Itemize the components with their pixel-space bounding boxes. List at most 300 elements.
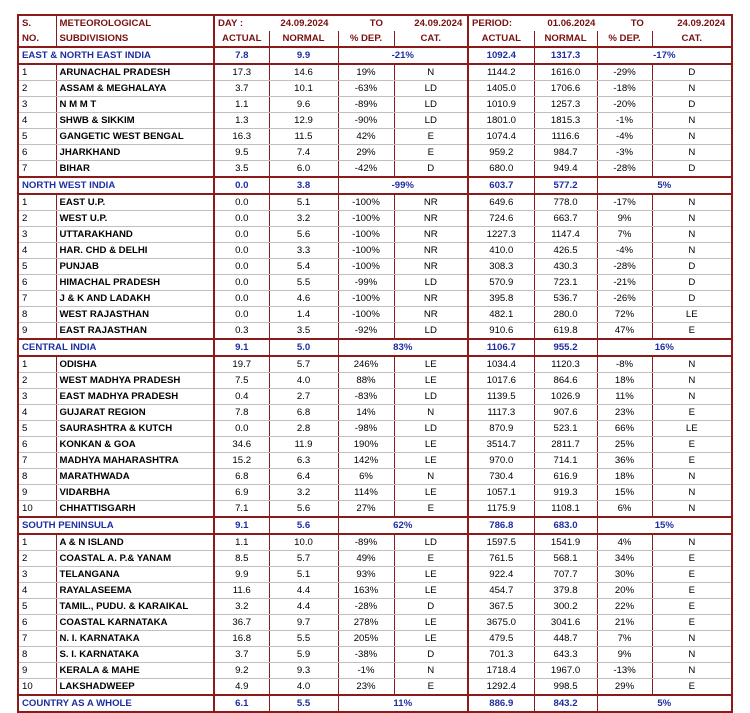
period-normal: 300.2 <box>534 599 597 615</box>
day-dep: -100% <box>338 291 394 307</box>
period-to-label: TO <box>630 17 644 29</box>
subdivision-row <box>18 356 732 373</box>
day-actual: 36.7 <box>214 615 269 631</box>
day-dep: 190% <box>338 437 394 453</box>
period-cat: E <box>652 583 732 599</box>
sn: 8 <box>18 469 56 485</box>
day-range-header <box>214 15 468 31</box>
region-day-normal: 5.0 <box>269 339 338 356</box>
period-normal: 907.6 <box>534 405 597 421</box>
day-actual: 0.0 <box>214 259 269 275</box>
period-actual: 922.4 <box>468 567 534 583</box>
period-normal: 1967.0 <box>534 663 597 679</box>
day-normal: 5.5 <box>269 631 338 647</box>
day-actual: 3.7 <box>214 81 269 97</box>
period-normal: 1116.6 <box>534 129 597 145</box>
day-cat: LE <box>394 437 468 453</box>
region-day-actual: 7.8 <box>214 47 269 64</box>
sn: 1 <box>18 194 56 211</box>
subdivision-name: N M M T <box>56 97 214 113</box>
region-day-dep: -21% <box>338 47 468 64</box>
day-normal: 9.6 <box>269 97 338 113</box>
period-dep: 9% <box>597 647 652 663</box>
period-cat: E <box>652 437 732 453</box>
col-day-cat: CAT. <box>394 31 468 47</box>
subdivision-name: EAST MADHYA PRADESH <box>56 389 214 405</box>
period-actual: 479.5 <box>468 631 534 647</box>
period-cat: D <box>652 259 732 275</box>
period-to-date: 24.09.2024 <box>677 17 726 29</box>
sn: 7 <box>18 631 56 647</box>
period-dep: 29% <box>597 679 652 696</box>
period-actual: 367.5 <box>468 599 534 615</box>
period-dep: 4% <box>597 534 652 551</box>
region-period-dep: 15% <box>597 517 732 534</box>
subdivision-row <box>18 145 732 161</box>
period-cat: LE <box>652 421 732 437</box>
period-normal: 536.7 <box>534 291 597 307</box>
period-dep: 7% <box>597 227 652 243</box>
day-dep: 205% <box>338 631 394 647</box>
period-dep: -20% <box>597 97 652 113</box>
subdivision-name: A & N ISLAND <box>56 534 214 551</box>
period-normal: 778.0 <box>534 194 597 211</box>
period-cat: N <box>652 534 732 551</box>
period-normal: 523.1 <box>534 421 597 437</box>
period-dep: 25% <box>597 437 652 453</box>
rainfall-table-sheet <box>17 14 731 713</box>
day-label: DAY : <box>218 17 244 29</box>
period-normal: 426.5 <box>534 243 597 259</box>
period-actual: 1718.4 <box>468 663 534 679</box>
period-normal: 1541.9 <box>534 534 597 551</box>
period-dep: 36% <box>597 453 652 469</box>
day-normal: 2.7 <box>269 389 338 405</box>
day-cat: LE <box>394 373 468 389</box>
sn: 1 <box>18 64 56 81</box>
day-actual: 16.8 <box>214 631 269 647</box>
rainfall-table <box>17 14 733 713</box>
period-cat: E <box>652 615 732 631</box>
day-actual: 7.5 <box>214 373 269 389</box>
region-row <box>18 339 732 356</box>
period-normal: 1120.3 <box>534 356 597 373</box>
day-dep: -90% <box>338 113 394 129</box>
period-cat: N <box>652 81 732 97</box>
period-dep: -28% <box>597 259 652 275</box>
sn: 9 <box>18 323 56 340</box>
day-cat: E <box>394 551 468 567</box>
period-cat: N <box>652 129 732 145</box>
subdivision-row <box>18 373 732 389</box>
day-normal: 5.7 <box>269 551 338 567</box>
period-actual: 3675.0 <box>468 615 534 631</box>
day-actual: 3.2 <box>214 599 269 615</box>
period-actual: 701.3 <box>468 647 534 663</box>
region-period-normal: 683.0 <box>534 517 597 534</box>
country-day-normal: 5.5 <box>269 695 338 712</box>
subdivision-row <box>18 405 732 421</box>
period-dep: 11% <box>597 389 652 405</box>
subdivision-row <box>18 534 732 551</box>
region-period-normal: 577.2 <box>534 177 597 194</box>
period-normal: 448.7 <box>534 631 597 647</box>
sn-header: S. <box>18 15 56 31</box>
col-day-actual: ACTUAL <box>214 31 269 47</box>
period-normal: 1815.3 <box>534 113 597 129</box>
subdivision-row <box>18 485 732 501</box>
subdivision-name: HAR. CHD & DELHI <box>56 243 214 259</box>
period-actual: 910.6 <box>468 323 534 340</box>
period-normal: 1108.1 <box>534 501 597 518</box>
day-actual: 0.0 <box>214 307 269 323</box>
period-cat: D <box>652 275 732 291</box>
day-actual: 0.0 <box>214 227 269 243</box>
subdivision-name: BIHAR <box>56 161 214 178</box>
sn: 6 <box>18 275 56 291</box>
period-actual: 1144.2 <box>468 64 534 81</box>
sn: 4 <box>18 583 56 599</box>
day-cat: N <box>394 663 468 679</box>
period-actual: 1017.6 <box>468 373 534 389</box>
period-normal: 2811.7 <box>534 437 597 453</box>
period-actual: 761.5 <box>468 551 534 567</box>
day-cat: NR <box>394 259 468 275</box>
day-dep: 114% <box>338 485 394 501</box>
region-day-dep: 62% <box>338 517 468 534</box>
subdivision-row <box>18 97 732 113</box>
period-actual: 1117.3 <box>468 405 534 421</box>
day-normal: 5.7 <box>269 356 338 373</box>
period-dep: -21% <box>597 275 652 291</box>
sn: 10 <box>18 679 56 696</box>
period-cat: N <box>652 145 732 161</box>
region-period-normal: 955.2 <box>534 339 597 356</box>
region-row <box>18 517 732 534</box>
period-normal: 3041.6 <box>534 615 597 631</box>
period-dep: 47% <box>597 323 652 340</box>
day-cat: D <box>394 647 468 663</box>
subdivision-row <box>18 615 732 631</box>
day-dep: -89% <box>338 534 394 551</box>
day-cat: LD <box>394 81 468 97</box>
day-normal: 2.8 <box>269 421 338 437</box>
period-normal: 568.1 <box>534 551 597 567</box>
country-period-actual: 886.9 <box>468 695 534 712</box>
day-dep: -98% <box>338 421 394 437</box>
period-dep: -4% <box>597 129 652 145</box>
period-dep: -3% <box>597 145 652 161</box>
day-normal: 3.3 <box>269 243 338 259</box>
day-cat: LD <box>394 534 468 551</box>
subdivision-name: RAYALASEEMA <box>56 583 214 599</box>
day-normal: 10.0 <box>269 534 338 551</box>
period-cat: N <box>652 469 732 485</box>
day-dep: -99% <box>338 275 394 291</box>
sn-header-2: NO. <box>18 31 56 47</box>
day-actual: 3.7 <box>214 647 269 663</box>
subdivision-name: PUNJAB <box>56 259 214 275</box>
period-actual: 1801.0 <box>468 113 534 129</box>
day-normal: 10.1 <box>269 81 338 97</box>
day-actual: 0.0 <box>214 243 269 259</box>
subdivision-name: TELANGANA <box>56 567 214 583</box>
day-dep: 49% <box>338 551 394 567</box>
day-cat: LE <box>394 615 468 631</box>
day-actual: 0.0 <box>214 211 269 227</box>
period-dep: -29% <box>597 64 652 81</box>
subdivision-row <box>18 679 732 696</box>
sn: 10 <box>18 501 56 518</box>
day-dep: 14% <box>338 405 394 421</box>
subdivision-name: N. I. KARNATAKA <box>56 631 214 647</box>
period-normal: 619.8 <box>534 323 597 340</box>
col-day-normal: NORMAL <box>269 31 338 47</box>
day-actual: 1.3 <box>214 113 269 129</box>
day-actual: 11.6 <box>214 583 269 599</box>
region-period-normal: 1317.3 <box>534 47 597 64</box>
period-normal: 998.5 <box>534 679 597 696</box>
sn: 3 <box>18 567 56 583</box>
sn: 8 <box>18 647 56 663</box>
sn: 1 <box>18 356 56 373</box>
day-actual: 1.1 <box>214 97 269 113</box>
period-cat: D <box>652 291 732 307</box>
sn: 2 <box>18 551 56 567</box>
day-cat: LE <box>394 567 468 583</box>
day-actual: 0.0 <box>214 291 269 307</box>
subdivision-name: SHWB & SIKKIM <box>56 113 214 129</box>
subdivision-row <box>18 663 732 679</box>
day-normal: 12.9 <box>269 113 338 129</box>
day-dep: -63% <box>338 81 394 97</box>
day-normal: 1.4 <box>269 307 338 323</box>
day-normal: 5.9 <box>269 647 338 663</box>
day-cat: E <box>394 145 468 161</box>
period-actual: 870.9 <box>468 421 534 437</box>
period-dep: 18% <box>597 469 652 485</box>
period-actual: 308.3 <box>468 259 534 275</box>
day-actual: 6.8 <box>214 469 269 485</box>
subdivision-name: MADHYA MAHARASHTRA <box>56 453 214 469</box>
period-normal: 1257.3 <box>534 97 597 113</box>
subdivision-row <box>18 647 732 663</box>
period-dep: -4% <box>597 243 652 259</box>
period-dep: 20% <box>597 583 652 599</box>
region-row <box>18 177 732 194</box>
day-cat: LE <box>394 356 468 373</box>
day-actual: 3.5 <box>214 161 269 178</box>
subdivision-name: SAURASHTRA & KUTCH <box>56 421 214 437</box>
region-day-normal: 9.9 <box>269 47 338 64</box>
day-cat: LD <box>394 97 468 113</box>
period-normal: 1706.6 <box>534 81 597 97</box>
region-day-normal: 5.6 <box>269 517 338 534</box>
period-cat: E <box>652 551 732 567</box>
day-cat: N <box>394 469 468 485</box>
region-period-dep: -17% <box>597 47 732 64</box>
period-actual: 959.2 <box>468 145 534 161</box>
period-cat: N <box>652 373 732 389</box>
subdivision-header: METEOROLOGICAL <box>56 15 214 31</box>
day-actual: 15.2 <box>214 453 269 469</box>
sn: 7 <box>18 291 56 307</box>
period-cat: N <box>652 501 732 518</box>
subdivision-name: GUJARAT REGION <box>56 405 214 421</box>
period-normal: 643.3 <box>534 647 597 663</box>
day-normal: 7.4 <box>269 145 338 161</box>
period-cat: N <box>652 227 732 243</box>
day-cat: LE <box>394 583 468 599</box>
subdivision-name: GANGETIC WEST BENGAL <box>56 129 214 145</box>
subdivision-name: ASSAM & MEGHALAYA <box>56 81 214 97</box>
subdivision-name: CHHATTISGARH <box>56 501 214 518</box>
period-normal: 919.3 <box>534 485 597 501</box>
day-normal: 6.4 <box>269 469 338 485</box>
day-actual: 9.9 <box>214 567 269 583</box>
subdivision-name: COASTAL KARNATAKA <box>56 615 214 631</box>
period-normal: 430.3 <box>534 259 597 275</box>
day-normal: 5.6 <box>269 501 338 518</box>
region-name: CENTRAL INDIA <box>18 339 214 356</box>
period-from-date: 01.06.2024 <box>547 17 596 29</box>
day-cat: E <box>394 501 468 518</box>
period-normal: 723.1 <box>534 275 597 291</box>
day-cat: LE <box>394 453 468 469</box>
day-cat: E <box>394 679 468 696</box>
subdivision-name: HIMACHAL PRADESH <box>56 275 214 291</box>
region-period-actual: 1106.7 <box>468 339 534 356</box>
subdivision-name: MARATHWADA <box>56 469 214 485</box>
period-actual: 3514.7 <box>468 437 534 453</box>
subdivision-row <box>18 567 732 583</box>
day-to-label: TO <box>369 17 383 29</box>
period-actual: 649.6 <box>468 194 534 211</box>
country-day-actual: 6.1 <box>214 695 269 712</box>
day-actual: 34.6 <box>214 437 269 453</box>
col-period-cat: CAT. <box>652 31 732 47</box>
day-normal: 5.1 <box>269 194 338 211</box>
day-actual: 7.1 <box>214 501 269 518</box>
sn: 3 <box>18 97 56 113</box>
region-day-dep: -99% <box>338 177 468 194</box>
day-normal: 6.0 <box>269 161 338 178</box>
subdivision-name: ODISHA <box>56 356 214 373</box>
period-normal: 1616.0 <box>534 64 597 81</box>
sn: 7 <box>18 453 56 469</box>
subdivision-row <box>18 469 732 485</box>
day-actual: 1.1 <box>214 534 269 551</box>
period-dep: 30% <box>597 567 652 583</box>
period-dep: -17% <box>597 194 652 211</box>
subdivision-header-2: SUBDIVISIONS <box>56 31 214 47</box>
period-actual: 395.8 <box>468 291 534 307</box>
region-day-actual: 9.1 <box>214 339 269 356</box>
day-normal: 4.6 <box>269 291 338 307</box>
period-dep: -13% <box>597 663 652 679</box>
period-dep: 9% <box>597 211 652 227</box>
period-cat: LE <box>652 307 732 323</box>
period-dep: 18% <box>597 373 652 389</box>
day-normal: 6.3 <box>269 453 338 469</box>
subdivision-row <box>18 599 732 615</box>
period-dep: -28% <box>597 161 652 178</box>
day-dep: -100% <box>338 194 394 211</box>
day-dep: -100% <box>338 307 394 323</box>
period-dep: -18% <box>597 81 652 97</box>
day-actual: 16.3 <box>214 129 269 145</box>
subdivision-name: LAKSHADWEEP <box>56 679 214 696</box>
period-normal: 707.7 <box>534 567 597 583</box>
day-normal: 5.6 <box>269 227 338 243</box>
period-actual: 730.4 <box>468 469 534 485</box>
period-dep: 7% <box>597 631 652 647</box>
day-cat: D <box>394 599 468 615</box>
day-actual: 9.5 <box>214 145 269 161</box>
country-day-dep: 11% <box>338 695 468 712</box>
day-cat: LE <box>394 485 468 501</box>
period-actual: 454.7 <box>468 583 534 599</box>
day-actual: 8.5 <box>214 551 269 567</box>
subdivision-row <box>18 161 732 178</box>
day-cat: NR <box>394 291 468 307</box>
day-dep: 42% <box>338 129 394 145</box>
day-cat: LD <box>394 113 468 129</box>
day-normal: 3.5 <box>269 323 338 340</box>
day-dep: -83% <box>338 389 394 405</box>
day-dep: 142% <box>338 453 394 469</box>
sn: 6 <box>18 615 56 631</box>
day-normal: 5.4 <box>269 259 338 275</box>
subdivision-name: WEST U.P. <box>56 211 214 227</box>
sn: 9 <box>18 485 56 501</box>
period-cat: N <box>652 631 732 647</box>
period-actual: 1597.5 <box>468 534 534 551</box>
subdivision-row <box>18 437 732 453</box>
day-from-date: 24.09.2024 <box>280 17 329 29</box>
period-normal: 949.4 <box>534 161 597 178</box>
day-dep: 278% <box>338 615 394 631</box>
period-cat: N <box>652 663 732 679</box>
period-normal: 1147.4 <box>534 227 597 243</box>
day-cat: LD <box>394 275 468 291</box>
sn: 2 <box>18 211 56 227</box>
day-cat: E <box>394 129 468 145</box>
sn: 2 <box>18 373 56 389</box>
subdivision-name: COASTAL A. P.& YANAM <box>56 551 214 567</box>
period-normal: 864.6 <box>534 373 597 389</box>
day-actual: 17.3 <box>214 64 269 81</box>
period-actual: 1034.4 <box>468 356 534 373</box>
period-cat: E <box>652 405 732 421</box>
day-normal: 6.8 <box>269 405 338 421</box>
sn: 6 <box>18 437 56 453</box>
day-dep: -1% <box>338 663 394 679</box>
period-dep: 15% <box>597 485 652 501</box>
subdivision-row <box>18 129 732 145</box>
region-day-normal: 3.8 <box>269 177 338 194</box>
day-cat: NR <box>394 211 468 227</box>
region-name: EAST & NORTH EAST INDIA <box>18 47 214 64</box>
header-row-2 <box>18 31 732 47</box>
period-actual: 724.6 <box>468 211 534 227</box>
subdivision-name: TAMIL., PUDU. & KARAIKAL <box>56 599 214 615</box>
sn: 8 <box>18 307 56 323</box>
period-cat: D <box>652 97 732 113</box>
subdivision-name: VIDARBHA <box>56 485 214 501</box>
period-normal: 663.7 <box>534 211 597 227</box>
period-dep: 66% <box>597 421 652 437</box>
